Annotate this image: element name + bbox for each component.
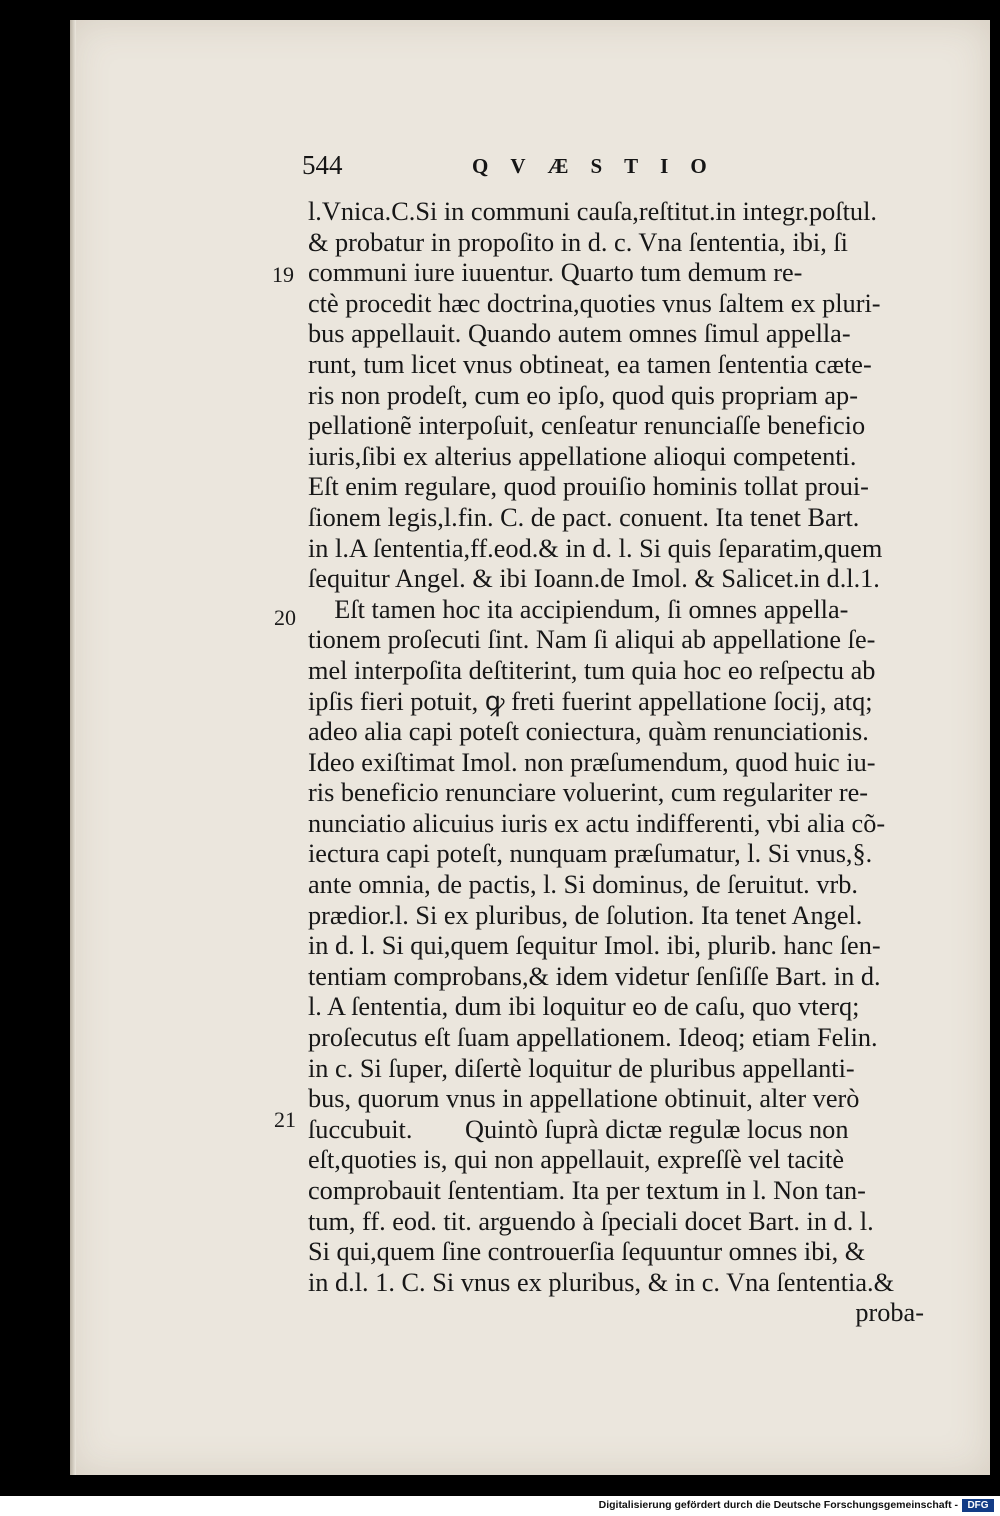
text-line: tionem proſecuti ſint. Nam ſi aliqui ab appellatione ſe- — [308, 625, 876, 655]
footer-bar — [0, 1496, 1000, 1516]
page-gutter-shadow — [70, 20, 76, 1475]
text-line: tentiam comprobans,& idem videtur ſenſiſſe Bart. in d. — [308, 961, 881, 991]
margin-note-19: 19 — [272, 262, 294, 287]
text-line: ris non prodeſt, cum eo ipſo, quod quis propriam ap- — [308, 380, 858, 410]
text-line: Ideo exiſtimat Imol. non præſumendum, quod huic iu- — [308, 747, 876, 777]
text-line: l. A ſententia, dum ibi loquitur eo de caſu, quo vterq; — [308, 992, 860, 1022]
text-line: Eſt tamen hoc ita accipiendum, ſi omnes appella- — [308, 594, 849, 624]
text-line: iectura capi poteſt, nunquam præſumatur, l. Si vnus,§. — [308, 839, 873, 869]
text-line: in l.A ſententia,ff.eod.& in d. l. Si quis ſeparatim,quem — [308, 533, 883, 563]
text-line: Eſt enim regulare, quod prouiſio hominis tollat proui- — [308, 472, 869, 502]
text-line: runt, tum licet vnus obtineat, ea tamen ſententia cæte- — [308, 349, 872, 379]
text-line: tum, ff. eod. tit. arguendo à ſpeciali docet Bart. in d. l. — [308, 1206, 874, 1236]
text-line: proſecutus eſt ſuam appellationem. Ideoq; etiam Felin. — [308, 1023, 878, 1053]
page-header — [302, 150, 772, 190]
margin-note-20: 20 — [274, 605, 296, 630]
text-line: adeo alia capi poteſt coniectura, quàm renunciationis. — [308, 717, 869, 747]
text-line: ſuccubuit. Quintò ſuprà dictæ regulæ locus non — [308, 1114, 849, 1144]
text-line: in c. Si ſuper, diſertè loquitur de pluribus appellanti- — [308, 1053, 855, 1083]
text-line: & probatur in propoſito in d. c. Vna ſententia, ibi, ſi — [308, 227, 848, 257]
text-line: mel interpoſita deſtiterint, tum quia hoc eo reſpectu ab — [308, 655, 876, 685]
text-line: communi iure iuuentur. Quarto tum demum re- — [308, 258, 803, 288]
text-line: in d.l. 1. C. Si vnus ex pluribus, & in c. Vna ſententia.& — [308, 1267, 895, 1297]
text-line: prædior.l. Si ex pluribus, de ſolution. Ita tenet Angel. — [308, 900, 863, 930]
text-line: ris beneficio renunciare voluerint, cum regulariter re- — [308, 778, 869, 808]
catchword: proba- — [855, 1298, 924, 1328]
text-line: nunciatio alicuius iuris ex actu indifferenti, vbi alia cõ- — [308, 808, 886, 838]
text-line: Si qui,quem ſine controuerſia ſequuntur omnes ibi, & — [308, 1237, 866, 1267]
body-text — [308, 197, 928, 1329]
text-line: ipſis fieri potuit, ꝙ freti fuerint appellatione ſocij, atq; — [308, 686, 873, 716]
dfg-logo: DFG — [962, 1499, 994, 1512]
running-head: QVÆSTIO — [472, 154, 729, 178]
page-number: 544 — [302, 150, 343, 180]
text-line: in d. l. Si qui,quem ſequitur Imol. ibi, plurib. hanc ſen- — [308, 931, 881, 961]
text-line: bus, quorum vnus in appellatione obtinuit, alter verò — [308, 1084, 860, 1114]
text-line: ſequitur Angel. & ibi Ioann.de Imol. & Salicet.in d.l.1. — [308, 564, 880, 594]
text-line: pellationẽ interpoſuit, cenſeatur renunciaſſe beneficio — [308, 411, 866, 441]
margin-note-21: 21 — [274, 1107, 296, 1132]
text-line: comprobauit ſententiam. Ita per textum in l. Non tan- — [308, 1176, 866, 1205]
text-line: ctè procedit hæc doctrina,quoties vnus ſaltem ex pluri- — [308, 288, 881, 318]
text-line: eſt,quoties is, qui non appellauit, expreſſè vel tacitè — [308, 1145, 845, 1175]
text-line: ante omnia, de pactis, l. Si dominus, de ſeruitut. vrb. — [308, 870, 858, 900]
text-line: ſionem legis,l.fin. C. de pact. conuent. Ita tenet Bart. — [308, 502, 860, 532]
text-line: l.Vnica.C.Si in communi cauſa,reſtitut.in integr.poſtul. — [308, 197, 877, 226]
text-line: iuris,ſibi ex alterius appellatione alioqui competenti. — [308, 441, 857, 471]
text-line: bus appellauit. Quando autem omnes ſimul appella- — [308, 319, 851, 349]
funding-credit: Digitalisierung gefördert durch die Deutsche Forschungsgemeinschaft - — [598, 1499, 958, 1511]
